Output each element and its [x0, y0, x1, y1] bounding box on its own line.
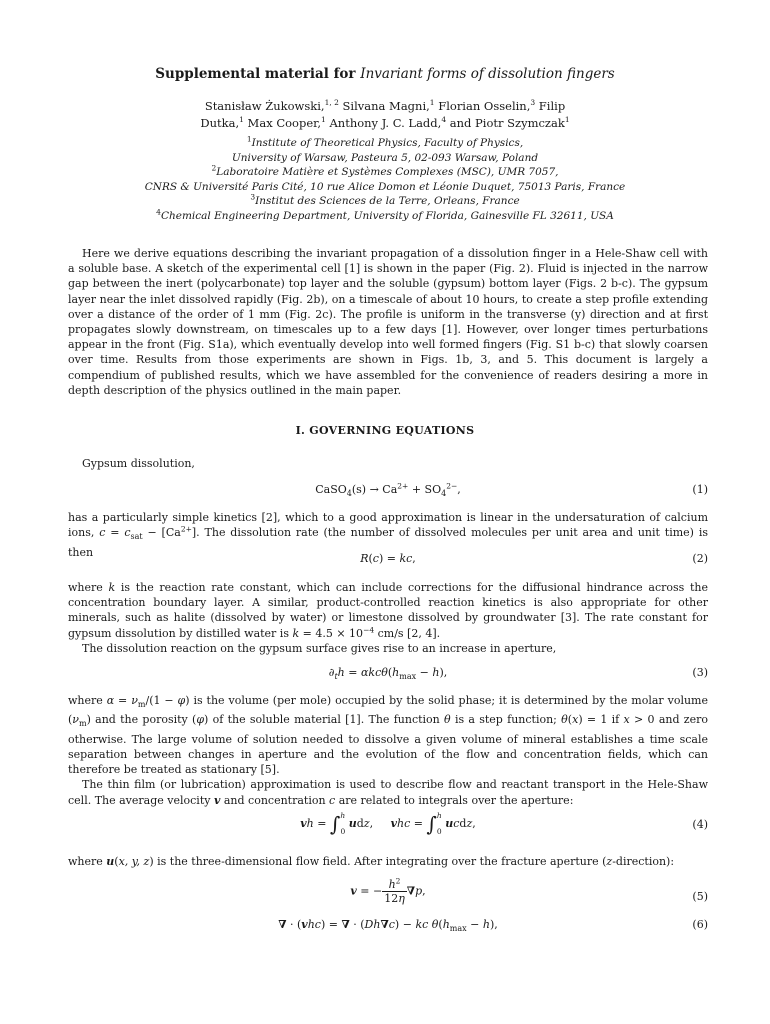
equation-number: (4)	[692, 818, 708, 831]
affiliation-line: CNRS & Université Paris Cité, 10 rue Alice Domon et Léonie Duquet, 75013 Paris, France	[144, 180, 626, 193]
equation-number: (6)	[692, 918, 708, 931]
equation-number: (2)	[692, 552, 708, 565]
abstract	[68, 246, 708, 398]
equation-6	[68, 918, 708, 936]
equation-body: v = − $\frac{h^2}{12\eta}$ ∇p,	[350, 876, 426, 905]
affiliation-line: University of Warsaw, Pasteura 5, 02-093 Warsaw, Poland	[231, 151, 539, 164]
paper-title	[0, 66, 770, 82]
equation-number: (3)	[692, 666, 708, 679]
paragraph-flowfield: where u(x, y, z) is the three-dimensional flow field. After integrating over the fracture aperture (z-direction):	[68, 855, 675, 868]
paragraph-rate: where k is the reaction rate constant, which can include corrections for the diffusional hindrance across the concentration boundary layer. A similar, product-controlled reaction kinetics is also appropriate for other minerals, such as halite (dissolved by water) or limestone dissolved by groundwater [3]. The rate constant for gypsum dissolution by distilled water is $k = 4.5 \times 10^{-4}$ cm/s [2, 4]. The dissolution reaction on the gypsum surface gives rise to an increase in aperture,	[68, 581, 708, 655]
author-line: Stanisław Żukowski,$^{1, 2}$ Silvana Magni,$^1$ Florian Osselin,$^3$ Filip	[204, 98, 566, 113]
affiliations	[70, 136, 700, 223]
equation-body: R(c) = kc,	[360, 552, 416, 565]
equation-5	[68, 878, 708, 914]
equation-4	[68, 808, 708, 846]
paragraph-gypsum	[68, 456, 708, 471]
paragraph-alpha: where $\alpha = \nu_m/(1 - \varphi)$ is the volume (per mole) occupied by the solid phase; it is determined by the molar volume $(\nu_m)$ and the porosity (φ) of the soluble material [1]. The function θ is a step function; θ(x) = 1 if x > 0 and zero otherwise. The large volume of solution needed to dissolve a given volume of mineral establishes a time scale separation between changes in aperture and the evolution of the flow and concentration fields, which can therefore be treated as stationary [5]. The thin film (or lubrication) approximation is used to describe flow and reactant transport in the Hele-Shaw cell. The average velocity v and concentration c are related to integrals over the aperture:	[68, 694, 708, 807]
equation-body: CaSO$_4$(s) → $Ca^{2+} + SO_4^{2-}$,	[315, 481, 461, 499]
affiliation-line: $^3$Institut des Sciences de la Terre, Orleans, France	[250, 192, 520, 207]
equation-number: (1)	[692, 483, 708, 496]
affiliation-line: $^1$Institute of Theoretical Physics, Faculty of Physics,	[246, 134, 524, 149]
equation-number: (5)	[692, 890, 708, 903]
author-line: Dutka,$^1$ Max Cooper,$^1$ Anthony J. C. Ladd,$^4$ and Piotr Szymczak$^1$	[200, 115, 570, 130]
title-prefix: Supplemental material for	[155, 66, 356, 82]
equation-3	[68, 666, 708, 684]
section-heading: I. GOVERNING EQUATIONS	[295, 424, 475, 437]
paragraph-text: Gypsum dissolution,	[82, 457, 195, 470]
title-italic: Invariant forms of dissolution fingers	[360, 66, 615, 82]
equation-body: ∇ · (vhc) = ∇ · (Dh∇c) − kc $\theta(h_{max} - h)$,	[278, 918, 498, 934]
equation-body: $\partial_th = \alpha kc\theta(h_{max} - h)$,	[328, 666, 448, 682]
paragraph-kinetics: has a particularly simple kinetics [2], which to a good approximation is linear in the undersaturation of calcium ions, $c = c_{sat} - [Ca^{2+}]$. The dissolution rate (the number of dissolved molecules per unit area and unit time) is then	[68, 511, 708, 559]
equation-1	[68, 483, 708, 501]
affiliation-line: $^4$Chemical Engineering Department, University of Florida, Gainesville FL 32611, USA	[156, 207, 614, 222]
equation-2	[68, 552, 708, 570]
equation-body: vh = ∫h 0 udz, vhc = ∫h 0 ucdz,	[300, 811, 476, 836]
abstract-text: Here we derive equations describing the invariant propagation of a dissolution finger in a Hele-Shaw cell with a soluble base. A sketch of the experimental cell [1] is shown in the paper (Fig. 2). Fluid is injected in the narrow gap between the inert (polycarbonate) top layer and the soluble (gypsum) bottom layer (Figs. 2 b-c). The gypsum layer near the inlet dissolved rapidly (Fig. 2b), on a timescale of about 10 hours, to create a step profile extending over a distance of the order of 1 mm (Fig. 2c). The profile is uniform in the transverse (y) direction and at first propagates slowly downstream, on timescales up to a few days [1]. However, over longer times perturbations appear in the front (Fig. S1a), which eventually develop into well formed fingers (Fig. S1 b-c) that slowly coarsen over time. Results from those experiments are shown in Figs. 1b, 3, and 5. This document is largely a compendium of published results, which we have assembled for the convenience of readers desiring a more in depth description of the physics outlined in the main paper.	[68, 247, 708, 397]
affiliation-line: $^2$Laboratoire Matière et Systèmes Complexes (MSC), UMR 7057,	[211, 163, 559, 178]
author-list	[110, 98, 660, 132]
